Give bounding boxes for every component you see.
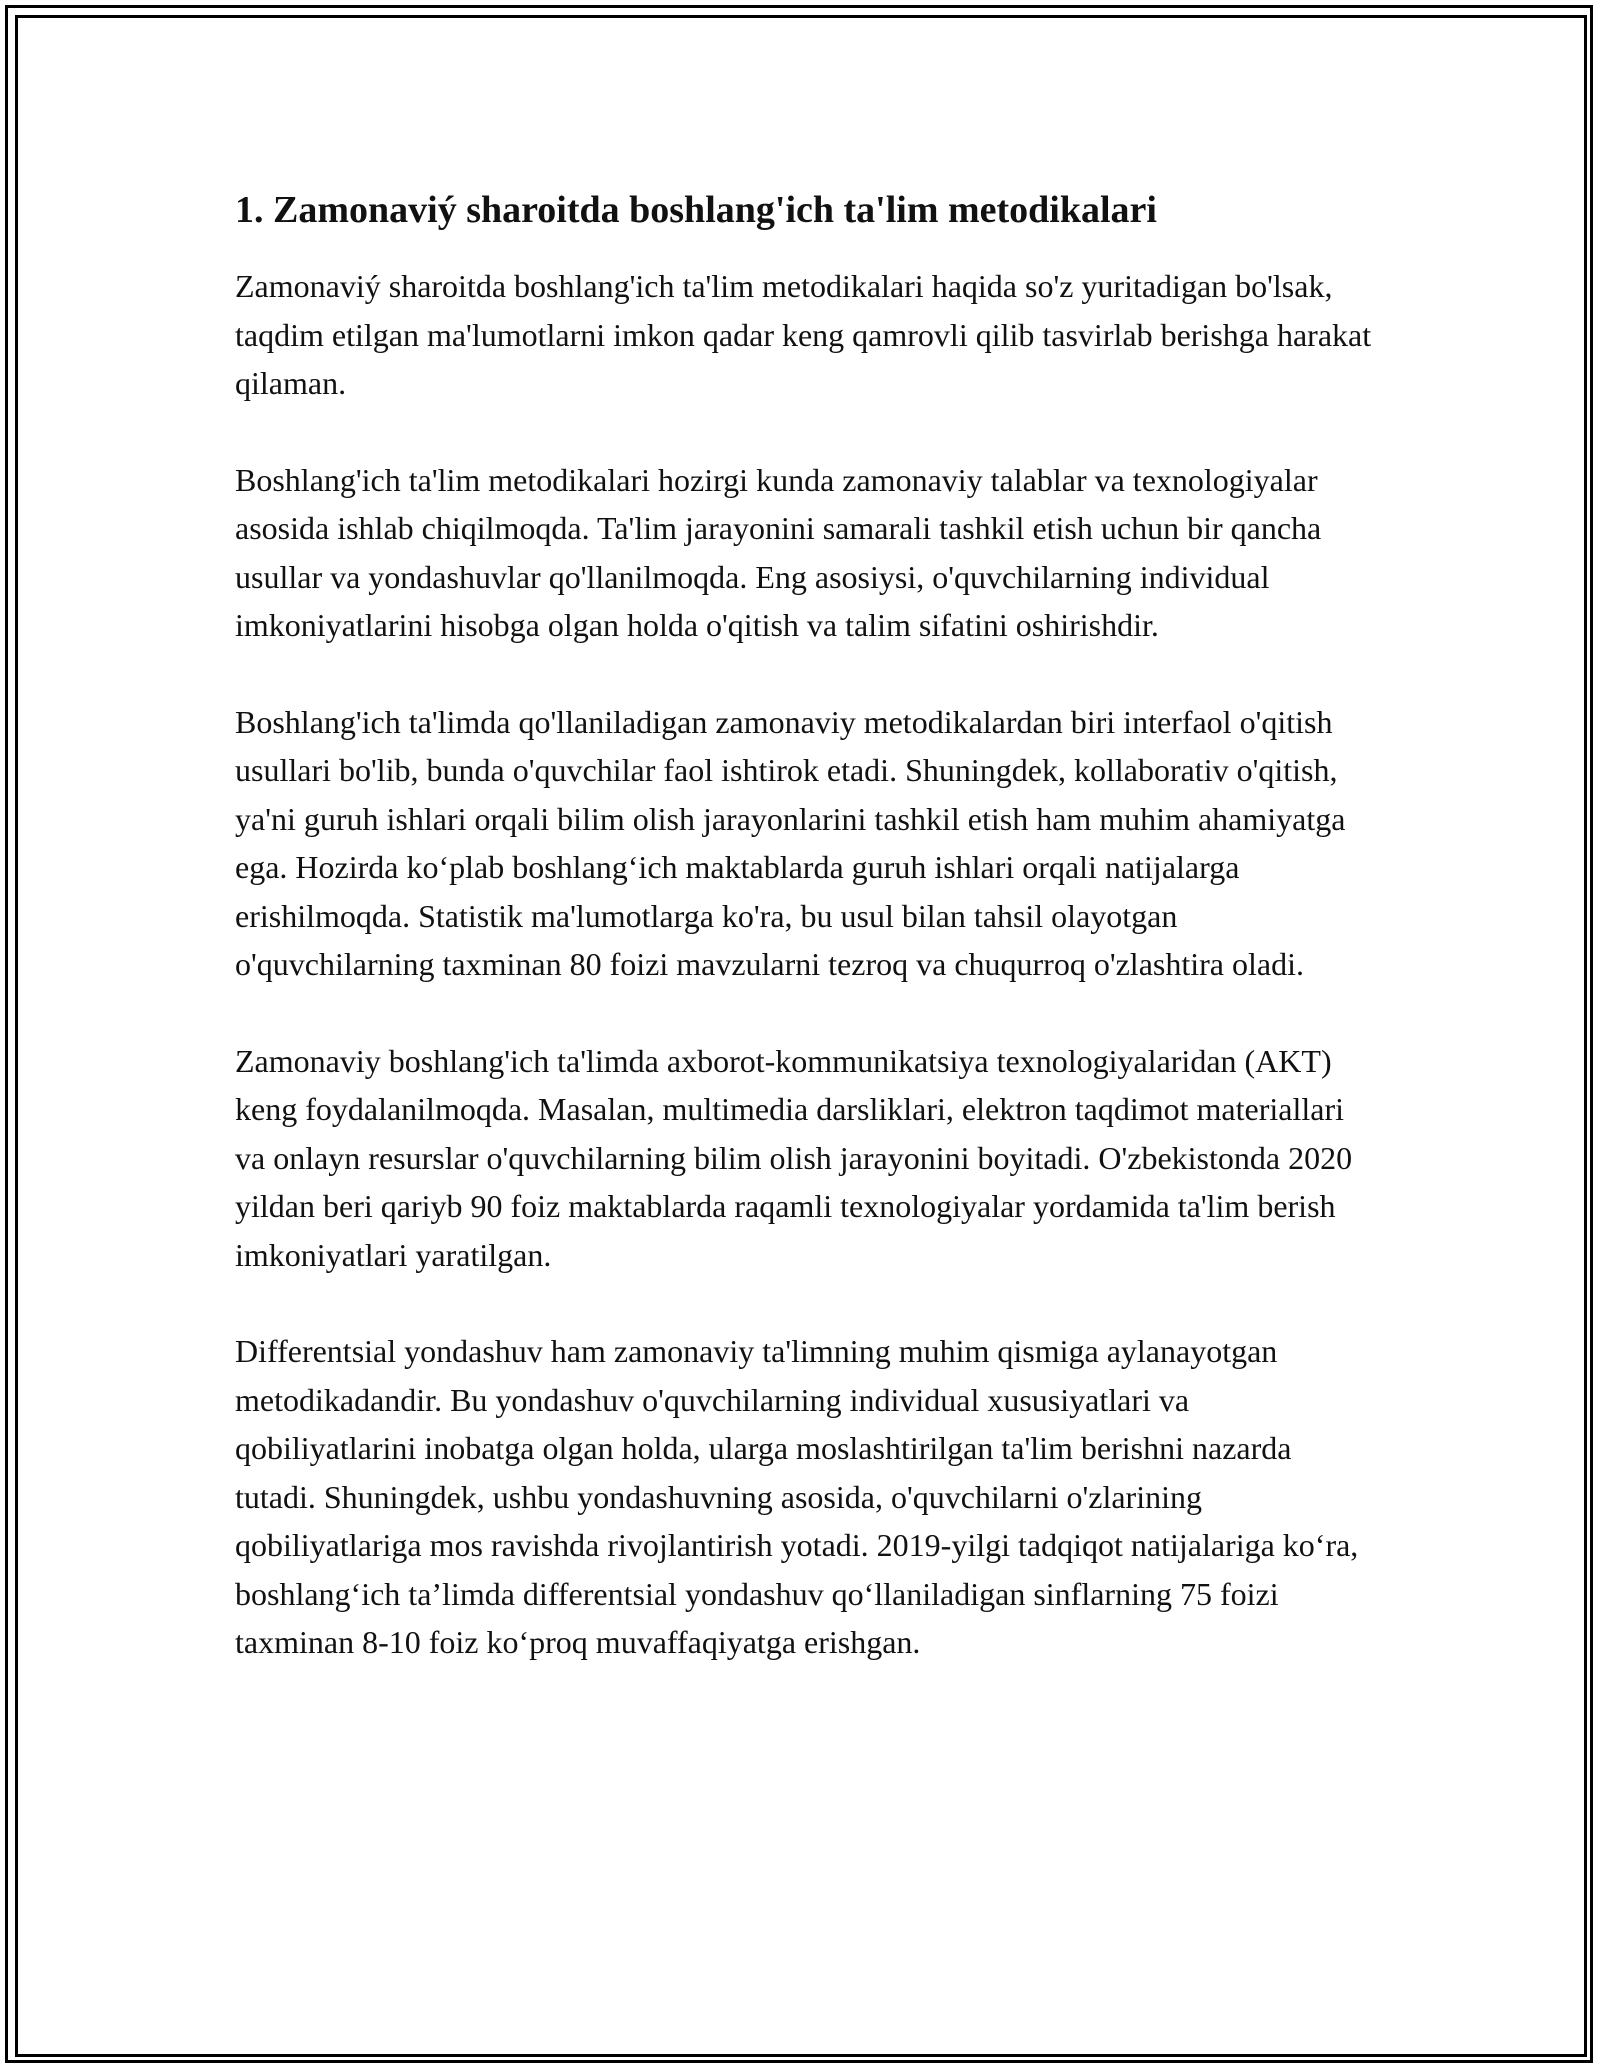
section-heading: 1. Zamonaviý sharoitda boshlang'ich ta'lim metodikalari	[235, 189, 1157, 231]
paragraph-intro: Zamonaviý sharoitda boshlang'ich ta'lim metodikalari haqida so'z yuritadigan bo'lsak, taqdim etilgan ma'lumotlarni imkon qadar keng qamrovli qilib tasvirlab berishga harakat qilaman.	[235, 268, 1372, 401]
document-body	[235, 186, 1375, 1715]
paragraph-interactive-methods: Boshlang'ich ta'limda qo'llaniladigan zamonaviy metodikalardan biri interfaol o'qitish usullari bo'lib, bunda o'quvchilar faol ishtirok etadi. Shuningdek, kollaborativ o'qitish, ya'ni guruh ishlari orqali bilim olish jarayonlarini tashkil etish ham muhim ahamiyatga ega. Hozirda ko‘plab boshlang‘ich maktablarda guruh ishlari orqali natijalarga erishilmoqda. Statistik ma'lumotlarga ko'ra, bu usul bilan tahsil olayotgan o'quvchilarning taxminan 80 foizi mavzularni tezroq va chuqurroq o'zlashtira oladi.	[235, 703, 1346, 982]
paragraph-modern-requirements: Boshlang'ich ta'lim metodikalari hozirgi kunda zamonaviy talablar va texnologiyalar asosida ishlab chiqilmoqda. Ta'lim jarayonini samarali tashkil etish uchun bir qancha usullar va yondashuvlar qo'llanilmoqda. Eng asosiysi, o'quvchilarning individual imkoniyatlarini hisobga olgan holda o'qitish va talim sifatini oshirishdir.	[235, 461, 1322, 643]
paragraph-ict: Zamonaviy boshlang'ich ta'limda axborot-kommunikatsiya texnologiyalaridan (AKT) keng foydalanilmoqda. Masalan, multimedia darsliklari, elektron taqdimot materiallari va onlayn resurslar o'quvchilarning bilim olish jarayonini boyitadi. O'zbekistonda 2020 yildan beri qariyb 90 foiz maktablarda raqamli texnologiyalar yordamida ta'lim berish imkoniyatlari yaratilgan.	[235, 1042, 1353, 1273]
paragraph-differential-approach: Differentsial yondashuv ham zamonaviy ta'limning muhim qismiga aylanayotgan metodikadandir. Bu yondashuv o'quvchilarning individual xususiyatlari va qobiliyatlarini inobatga olgan holda, ularga moslashtirilgan ta'lim berishni nazarda tutadi. Shuningdek, ushbu yondashuvning asosida, o'quvchilarni o'zlarining qobiliyatlariga mos ravishda rivojlantirish yotadi. 2019-yilgi tadqiqot natijalariga ko‘ra, boshlang‘ich ta’limda differentsial yondashuv qo‘llaniladigan sinflarning 75 foizi taxminan 8-10 foiz ko‘proq muvaffaqiyatga erishgan.	[235, 1333, 1359, 1660]
